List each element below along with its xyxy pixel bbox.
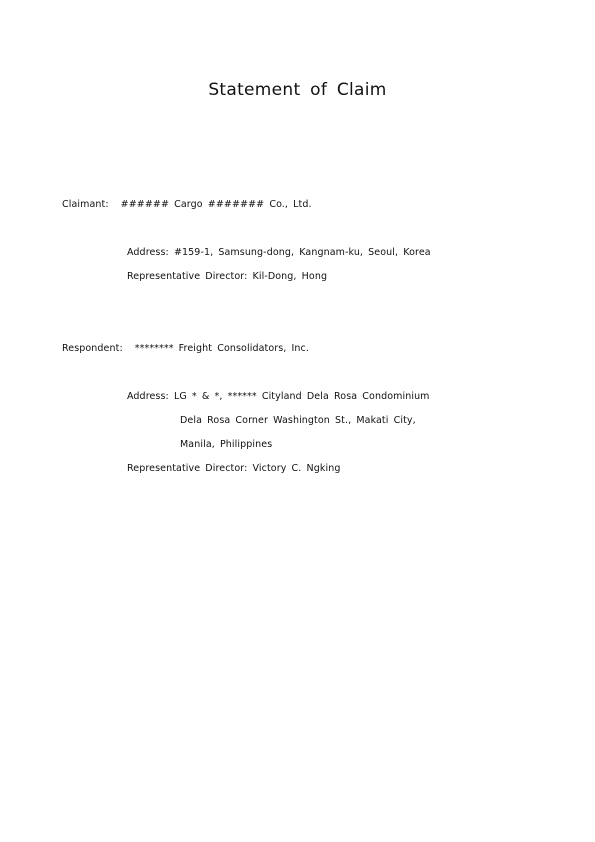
claimant-line xyxy=(62,199,312,210)
claimant-name: ###### Cargo ####### Co., Ltd. xyxy=(120,199,312,210)
claimant-address: Address: #159-1, Samsung-dong, Kangnam-ku, Seoul, Korea xyxy=(127,247,431,258)
respondent-representative: Representative Director: Victory C. Ngking xyxy=(127,463,341,474)
claimant-representative: Representative Director: Kil-Dong, Hong xyxy=(127,271,328,282)
respondent-line xyxy=(62,343,309,354)
respondent-address-line2: Dela Rosa Corner Washington St., Makati City, xyxy=(180,415,416,426)
respondent-address-line3: Manila, Philippines xyxy=(180,439,273,450)
document-title: Statement of Claim xyxy=(208,80,387,100)
respondent-name: ******** Freight Consolidators, Inc. xyxy=(134,343,309,354)
respondent-address-line1: Address: LG * & *, ****** Cityland Dela Rosa Condominium xyxy=(127,391,430,402)
claimant-label: Claimant: xyxy=(62,199,109,210)
respondent-label: Respondent: xyxy=(62,343,123,354)
